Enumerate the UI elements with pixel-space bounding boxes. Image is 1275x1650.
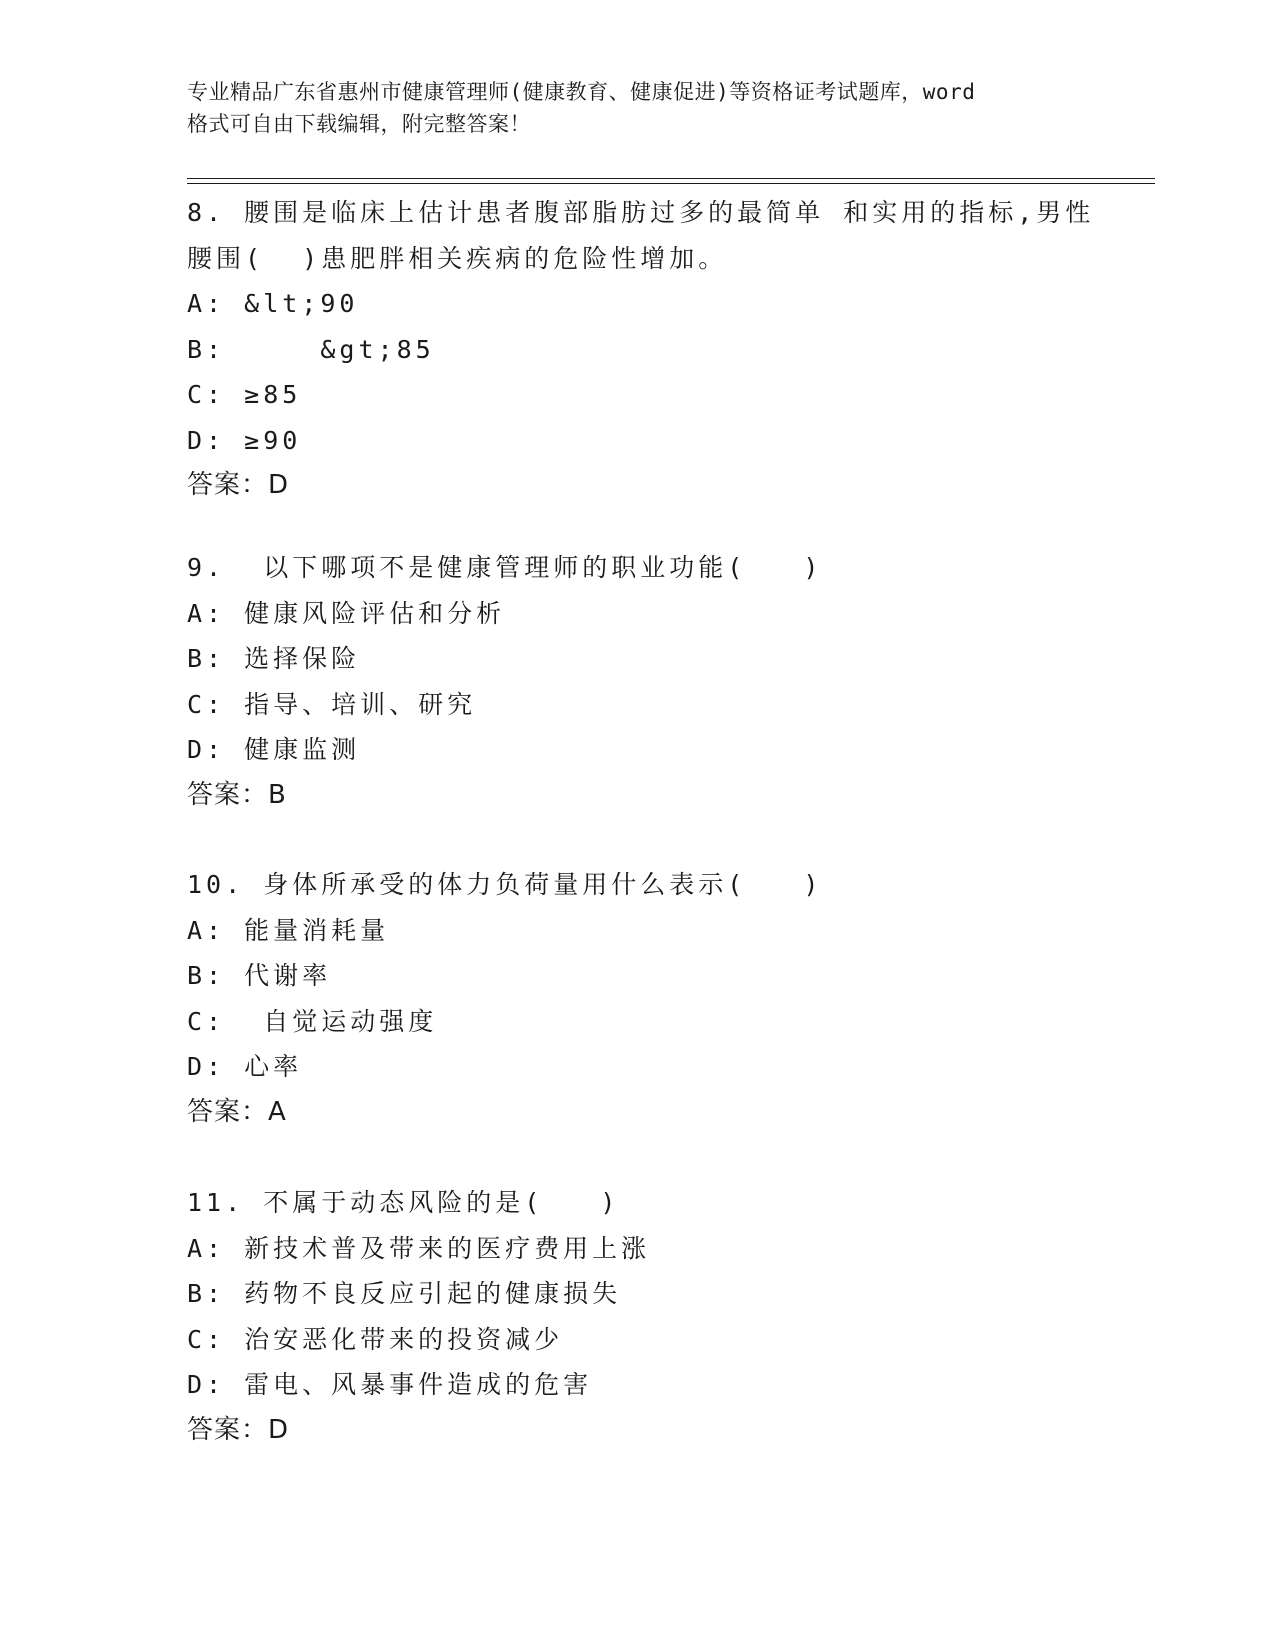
document-header xyxy=(187,76,1087,140)
option-c: C: 指导、培训、研究 xyxy=(187,689,477,719)
header-line-1: 专业精品广东省惠州市健康管理师(健康教育、健康促进)等资格证考试题库，word xyxy=(187,80,976,104)
question-stem: 11. 不属于动态风险的是( ) xyxy=(187,1188,620,1217)
option-b: B: 代谢率 xyxy=(187,961,332,990)
header-line-2: 格式可自由下载编辑，附完整答案！ xyxy=(187,112,531,136)
option-c: C: 自觉运动强度 xyxy=(187,1006,438,1036)
question-11 xyxy=(187,1180,1087,1453)
option-d: D: 健康监测 xyxy=(187,735,361,764)
option-a: A: 能量消耗量 xyxy=(187,915,390,945)
header-divider-top xyxy=(187,178,1155,179)
option-b: B: 选择保险 xyxy=(187,644,361,673)
option-b: B: &gt;85 xyxy=(187,334,435,364)
answer-text: 答案：D xyxy=(187,470,290,500)
question-stem: 8. 腰围是临床上估计患者腹部脂肪过多的最简单 和实用的指标,男性 xyxy=(187,198,1095,227)
option-d: D: 心率 xyxy=(187,1052,303,1081)
question-stem: 10. 身体所承受的体力负荷量用什么表示( ) xyxy=(187,870,823,899)
option-c: C: 治安恶化带来的投资减少 xyxy=(187,1324,564,1354)
question-10 xyxy=(187,862,1087,1135)
question-8 xyxy=(187,190,1095,509)
question-stem: 腰围( )患肥胖相关疾病的危险性增加。 xyxy=(187,243,728,273)
option-a: A: &lt;90 xyxy=(187,289,359,318)
answer-text: 答案：B xyxy=(187,779,287,810)
option-d: D: 雷电、风暴事件造成的危害 xyxy=(187,1370,593,1399)
option-d: D: ≥90 xyxy=(187,425,302,455)
question-stem: 9. 以下哪项不是健康管理师的职业功能( ) xyxy=(187,553,823,582)
answer-text: 答案：D xyxy=(187,1414,290,1445)
option-a: A: 新技术普及带来的医疗费用上涨 xyxy=(187,1233,651,1263)
question-9 xyxy=(187,545,1087,818)
header-divider-bottom xyxy=(187,183,1155,184)
option-b: B: 药物不良反应引起的健康损失 xyxy=(187,1279,622,1308)
option-c: C: ≥85 xyxy=(187,380,302,409)
option-a: A: 健康风险评估和分析 xyxy=(187,598,506,628)
answer-text: 答案：A xyxy=(187,1096,287,1127)
